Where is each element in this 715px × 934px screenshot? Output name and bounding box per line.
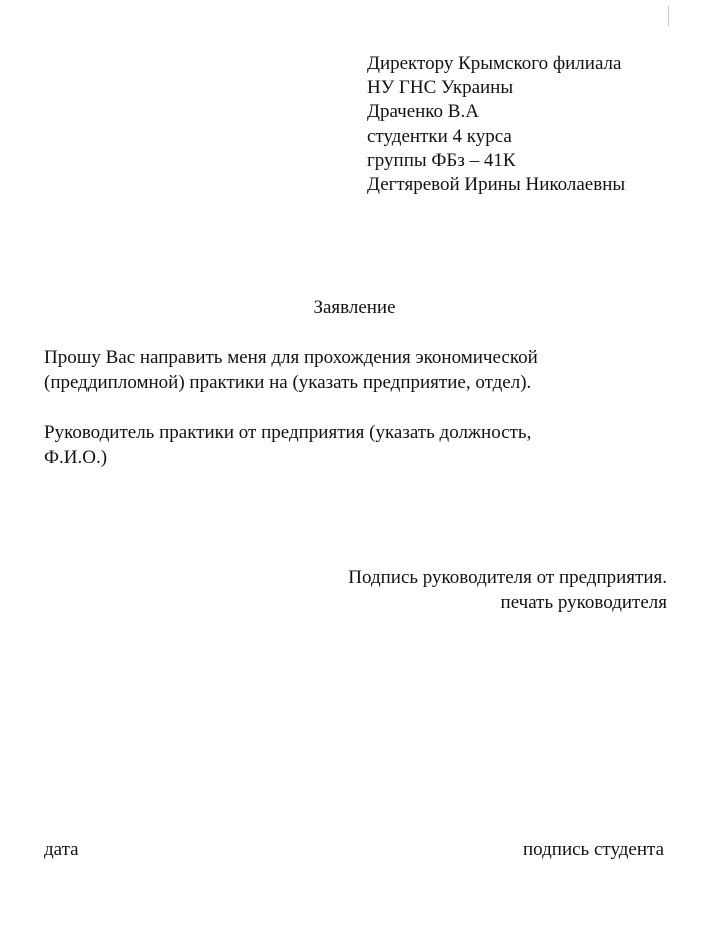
supervisor-paragraph bbox=[44, 421, 531, 470]
addressee-line: группы ФБз – 41К bbox=[367, 149, 516, 171]
page-corner-mark bbox=[668, 6, 669, 26]
supervisor-stamp-label: печать руководителя bbox=[500, 591, 667, 613]
addressee-line: НУ ГНС Украины bbox=[367, 77, 514, 99]
addressee-line: Дегтяревой Ирины Николаевны bbox=[367, 174, 626, 196]
request-paragraph bbox=[44, 346, 538, 395]
supervisor-signature-label: Подпись руководителя от предприятия. bbox=[348, 567, 667, 588]
document-title: Заявление bbox=[313, 297, 396, 318]
request-line: (преддипломной) практики на (указать предприятие, отдел). bbox=[44, 371, 532, 393]
date-label: дата bbox=[44, 839, 79, 860]
addressee-line: студентки 4 курса bbox=[367, 125, 512, 147]
supervisor-signature-block bbox=[348, 566, 667, 615]
supervisor-line: Руководитель практики от предприятия (указать должность, bbox=[44, 422, 532, 443]
supervisor-line: Ф.И.О.) bbox=[44, 446, 108, 468]
student-signature-label: подпись студента bbox=[523, 839, 664, 860]
request-line: Прошу Вас направить меня для прохождения экономической bbox=[44, 347, 538, 368]
addressee-line: Драченко В.А bbox=[367, 101, 479, 123]
document-title-row bbox=[0, 296, 715, 320]
addressee-line: Директору Крымского филиала bbox=[367, 53, 622, 74]
addressee-block bbox=[367, 52, 625, 197]
